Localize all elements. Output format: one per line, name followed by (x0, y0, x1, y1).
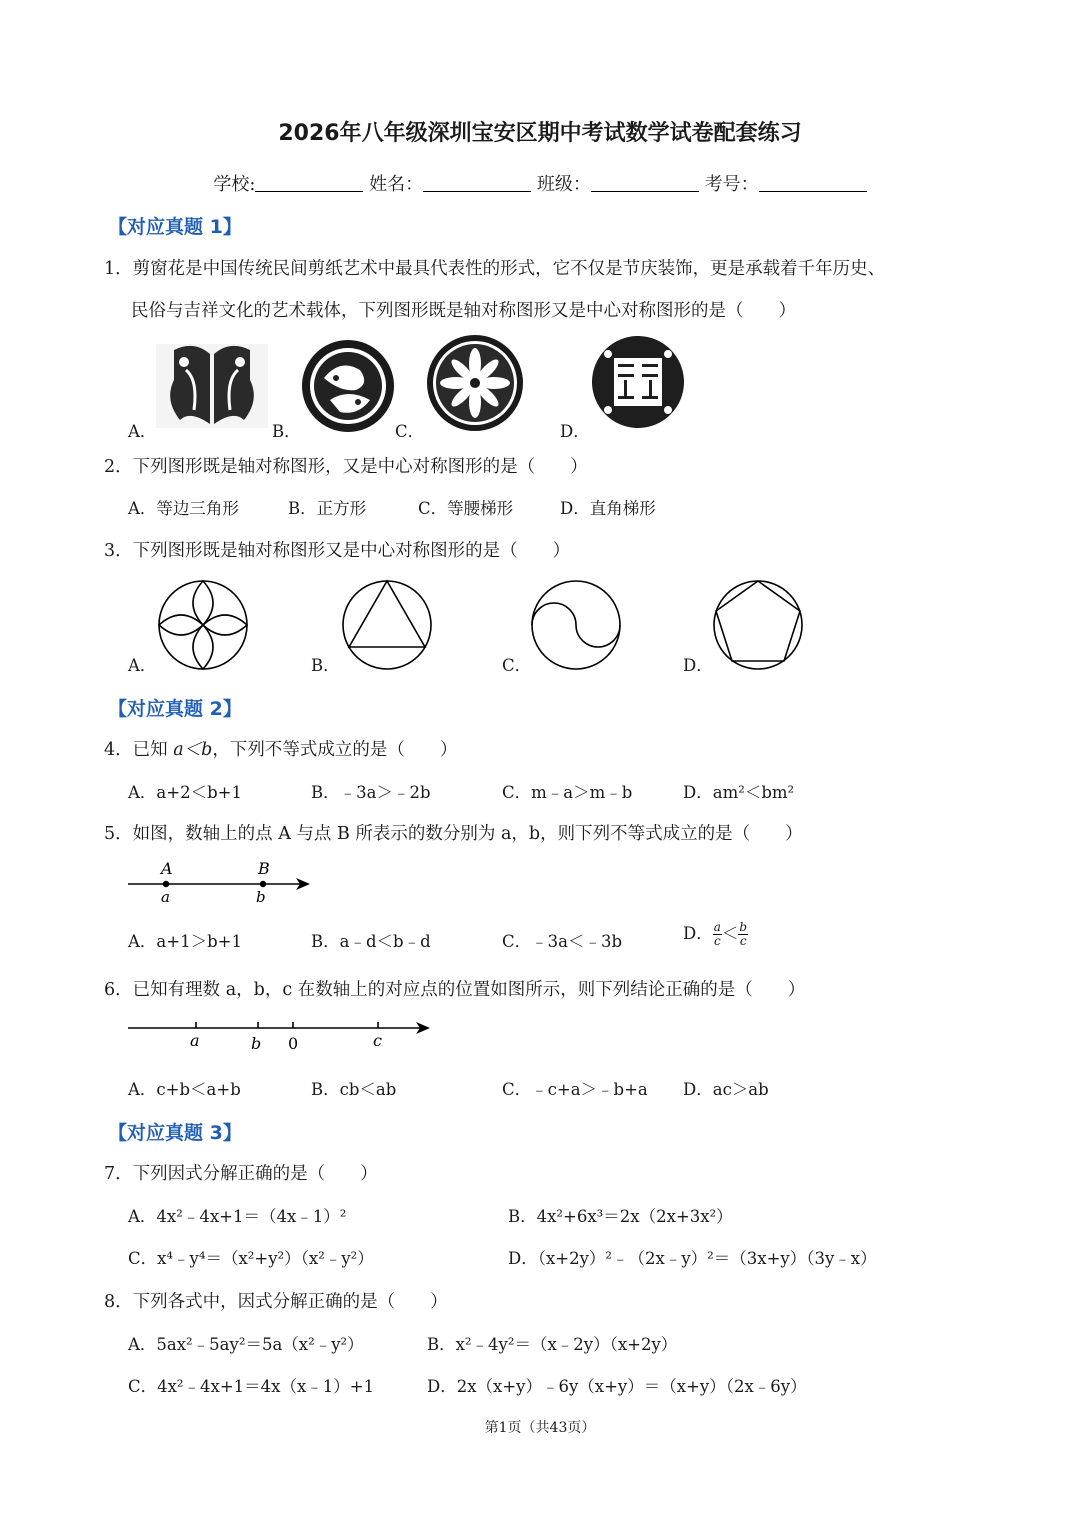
q8-option-a[interactable]: A．5ax²﹣5ay²＝5a（x²﹣y²） (128, 1335, 364, 1354)
q6-label-zero: 0 (288, 1034, 299, 1053)
q5-frac-right (738, 921, 748, 948)
q5-value-a-label: a (161, 888, 170, 906)
q1-papercut-a-image (154, 340, 270, 432)
q1-option-a[interactable]: A． (128, 422, 157, 441)
q5-frac-left-den: c (713, 934, 721, 948)
q2-option-a[interactable]: A．等边三角形 (128, 499, 239, 518)
q6-label-a: a (190, 1031, 200, 1050)
q8-option-c[interactable]: C．4x²﹣4x+1＝4x（x﹣1）+1 (128, 1377, 375, 1396)
name-label: 姓名： (369, 174, 424, 195)
q6-stem: 6．已知有理数 a，b，c 在数轴上的对应点的位置如图所示，则下列结论正确的是（ ） (104, 980, 806, 1000)
q6-option-c[interactable]: C．﹣c+a＞﹣b+a (502, 1080, 648, 1099)
q1-option-b[interactable]: B． (272, 422, 301, 441)
q1-option-d[interactable]: D． (560, 422, 590, 441)
q5-point-a-label: A (161, 859, 173, 878)
q7-stem: 7．下列因式分解正确的是（ ） (104, 1164, 378, 1184)
q1-papercut-b-image (300, 338, 396, 434)
section-heading-1: 【对应真题 1】 (108, 216, 242, 238)
section-heading-3: 【对应真题 3】 (108, 1122, 242, 1144)
q5-frac-op: ＜ (721, 924, 739, 943)
section-heading-2: 【对应真题 2】 (108, 698, 242, 720)
q5-option-a[interactable]: A．a+1＞b+1 (128, 932, 242, 951)
school-label: 学校: (213, 174, 256, 195)
q4-stem (104, 736, 457, 761)
q8-stem: 8．下列各式中，因式分解正确的是（ ） (104, 1292, 448, 1312)
q5-option-d[interactable] (683, 920, 748, 948)
page-title: 2026年八年级深圳宝安区期中考试数学试卷配套练习 (278, 121, 802, 146)
school-blank[interactable] (255, 173, 363, 192)
q8-option-b[interactable]: B．x²﹣4y²＝（x﹣2y）（x+2y） (427, 1335, 678, 1354)
q3-figure-a-four-petals (156, 578, 250, 672)
q4-stem-math: a＜b (173, 740, 213, 760)
q1-stem-line1: 1．剪窗花是中国传统民间剪纸艺术中最具代表性的形式，它不仅是节庆装饰，更是承载着千年历史、 (104, 259, 886, 279)
q3-figure-c-taiji (529, 578, 623, 672)
q4-option-c[interactable]: C．m﹣a＞m﹣b (502, 783, 633, 802)
q6-option-a[interactable]: A．c+b＜a+b (128, 1080, 241, 1099)
q5-frac-right-num: b (739, 920, 748, 934)
q7-option-b[interactable]: B．4x²+6x³＝2x（2x+3x²） (508, 1207, 733, 1226)
class-label: 班级： (536, 174, 591, 195)
q3-figure-b-triangle (340, 578, 434, 672)
class-blank[interactable] (591, 173, 699, 192)
q1-papercut-c-image (424, 332, 526, 434)
q4-option-a[interactable]: A．a+2＜b+1 (128, 783, 242, 802)
q5-frac-left (713, 921, 722, 948)
q4-stem-pre: 4．已知 (104, 740, 174, 760)
exam-no-label: 考号： (704, 174, 759, 195)
q7-option-d[interactable]: D．（x+2y）²﹣（2x﹣y）²＝（3x+y）（3y﹣x） (508, 1249, 877, 1268)
q5-value-b-label: b (256, 888, 266, 906)
q5-number-line-figure (128, 856, 314, 906)
q3-option-a[interactable]: A． (128, 656, 157, 675)
q6-option-b[interactable]: B．cb＜ab (311, 1080, 397, 1099)
q2-option-d[interactable]: D．直角梯形 (560, 499, 656, 518)
q6-label-c: c (373, 1031, 382, 1050)
q5-option-c[interactable]: C．﹣3a＜﹣3b (502, 932, 623, 951)
q5-frac-left-num: a (713, 920, 721, 934)
q5-option-d-label: D． (683, 924, 713, 943)
q2-option-c[interactable]: C．等腰梯形 (418, 499, 514, 518)
q3-option-d[interactable]: D． (683, 656, 713, 675)
exam-no-blank[interactable] (759, 173, 867, 192)
q1-option-c[interactable]: C． (395, 422, 425, 441)
q4-stem-post: ，下列不等式成立的是（ ） (212, 740, 458, 760)
q6-number-line-figure (128, 1016, 434, 1058)
q5-frac-right-den: c (739, 934, 747, 948)
q5-option-b[interactable]: B．a﹣d＜b﹣d (311, 932, 431, 951)
q7-option-c[interactable]: C．x⁴﹣y⁴＝（x²+y²）（x²﹣y²） (128, 1249, 374, 1268)
q8-option-d[interactable]: D．2x（x+y）﹣6y（x+y）＝（x+y）（2x﹣6y） (427, 1377, 807, 1396)
q5-point-a-dot (163, 881, 169, 887)
q1-papercut-d-image (588, 332, 688, 432)
q5-stem: 5．如图，数轴上的点 A 与点 B 所表示的数分别为 a，b，则下列不等式成立的是（ ） (104, 824, 803, 844)
q6-label-b: b (251, 1034, 262, 1053)
page-number-footer: 第1页（共43页） (484, 1420, 596, 1436)
q4-option-b[interactable]: B．﹣3a＞﹣2b (311, 783, 431, 802)
q3-figure-d-pentagon (711, 578, 805, 672)
q3-option-c[interactable]: C． (502, 656, 532, 675)
q2-option-b[interactable]: B．正方形 (288, 499, 367, 518)
student-info-line (0, 170, 1080, 196)
q5-point-b-label: B (258, 859, 270, 878)
q6-option-d[interactable]: D．ac＞ab (683, 1080, 769, 1099)
q5-point-b-dot (260, 881, 266, 887)
name-blank[interactable] (423, 173, 531, 192)
q3-stem: 3．下列图形既是轴对称图形又是中心对称图形的是（ ） (104, 541, 571, 561)
q2-stem: 2．下列图形既是轴对称图形，又是中心对称图形的是（ ） (104, 457, 588, 477)
q1-stem-line2: 民俗与吉祥文化的艺术载体，下列图形既是轴对称图形又是中心对称图形的是（ ） (131, 301, 796, 321)
q7-option-a[interactable]: A．4x²﹣4x+1＝（4x﹣1）² (128, 1207, 347, 1226)
q3-option-b[interactable]: B． (311, 656, 340, 675)
q4-option-d[interactable]: D．am²＜bm² (683, 783, 795, 802)
